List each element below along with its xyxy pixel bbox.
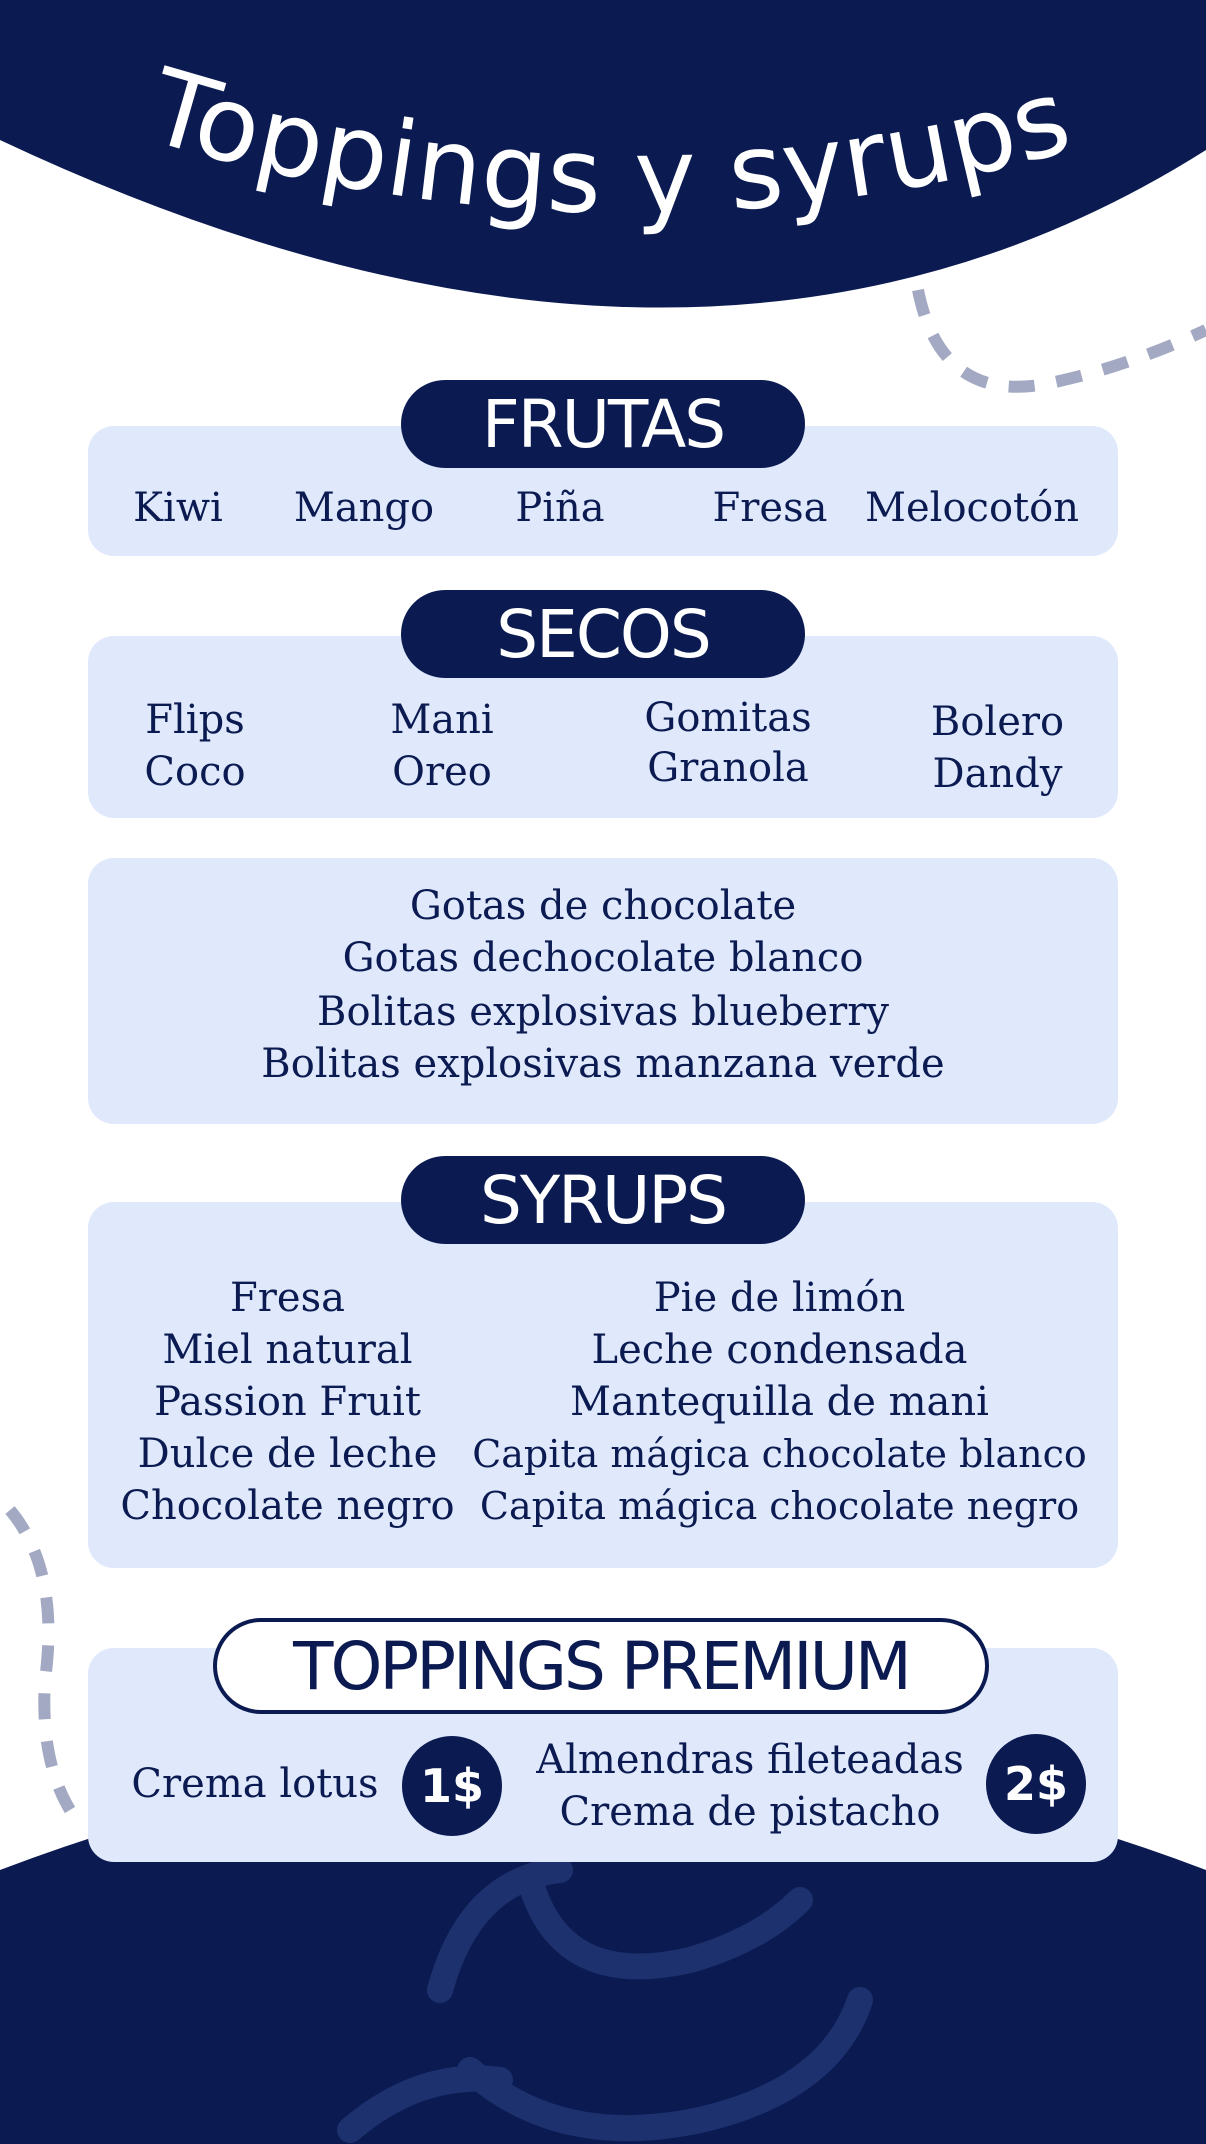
syrup-item: Chocolate negro [120, 1483, 455, 1529]
chocolate-item: Bolitas explosivas blueberry [317, 989, 889, 1035]
seco-item: Dandy [932, 751, 1063, 797]
dashed-curve-top [918, 290, 1206, 387]
fruta-item: Mango [293, 485, 435, 531]
seco-item: Flips [145, 697, 245, 743]
syrup-item: Fresa [230, 1275, 345, 1321]
syrup-item: Passion Fruit [154, 1379, 421, 1425]
premium-item: Crema lotus [131, 1761, 379, 1807]
page-title [0, 0, 1206, 300]
seco-item: Oreo [392, 749, 492, 795]
seco-item: Granola [647, 745, 809, 791]
fruta-item: Fresa [712, 485, 828, 531]
syrups-heading: SYRUPS [401, 1156, 805, 1244]
fruta-item: Piña [515, 485, 605, 531]
frutas-heading: FRUTAS [401, 380, 805, 468]
syrup-item: Pie de limón [653, 1275, 906, 1321]
syrup-item: Dulce de leche [137, 1431, 438, 1477]
seco-item: Coco [144, 749, 246, 795]
syrup-item: Capita mágica chocolate negro [479, 1484, 1080, 1528]
fruta-item: Melocotón [865, 485, 1079, 531]
price-badge-2: 2$ [986, 1734, 1086, 1834]
seco-item: Bolero [930, 699, 1065, 745]
seco-item: Gomitas [644, 695, 812, 741]
fruta-item: Kiwi [133, 485, 223, 531]
premium-item: Almendras fileteadas [536, 1737, 964, 1783]
premium-heading: TOPPINGS PREMIUM [213, 1618, 989, 1714]
svg-text:Toppings y syrups [136, 45, 1083, 238]
syrup-item: Miel natural [162, 1327, 413, 1373]
title-text: Toppings y syrups [136, 45, 1083, 238]
chocolate-item: Gotas dechocolate blanco [342, 935, 864, 981]
price-badge-1: 1$ [402, 1736, 502, 1836]
syrup-item: Leche condensada [591, 1327, 968, 1373]
chocolate-item: Bolitas explosivas manzana verde [261, 1041, 945, 1087]
syrup-item: Mantequilla de mani [570, 1379, 989, 1425]
chocolate-item: Gotas de chocolate [409, 883, 797, 929]
seco-item: Mani [390, 697, 494, 743]
secos-heading: SECOS [401, 590, 805, 678]
syrup-item: Capita mágica chocolate blanco [472, 1432, 1087, 1476]
premium-item: Crema de pistacho [559, 1789, 941, 1835]
dashed-curve-left [10, 1510, 70, 1810]
